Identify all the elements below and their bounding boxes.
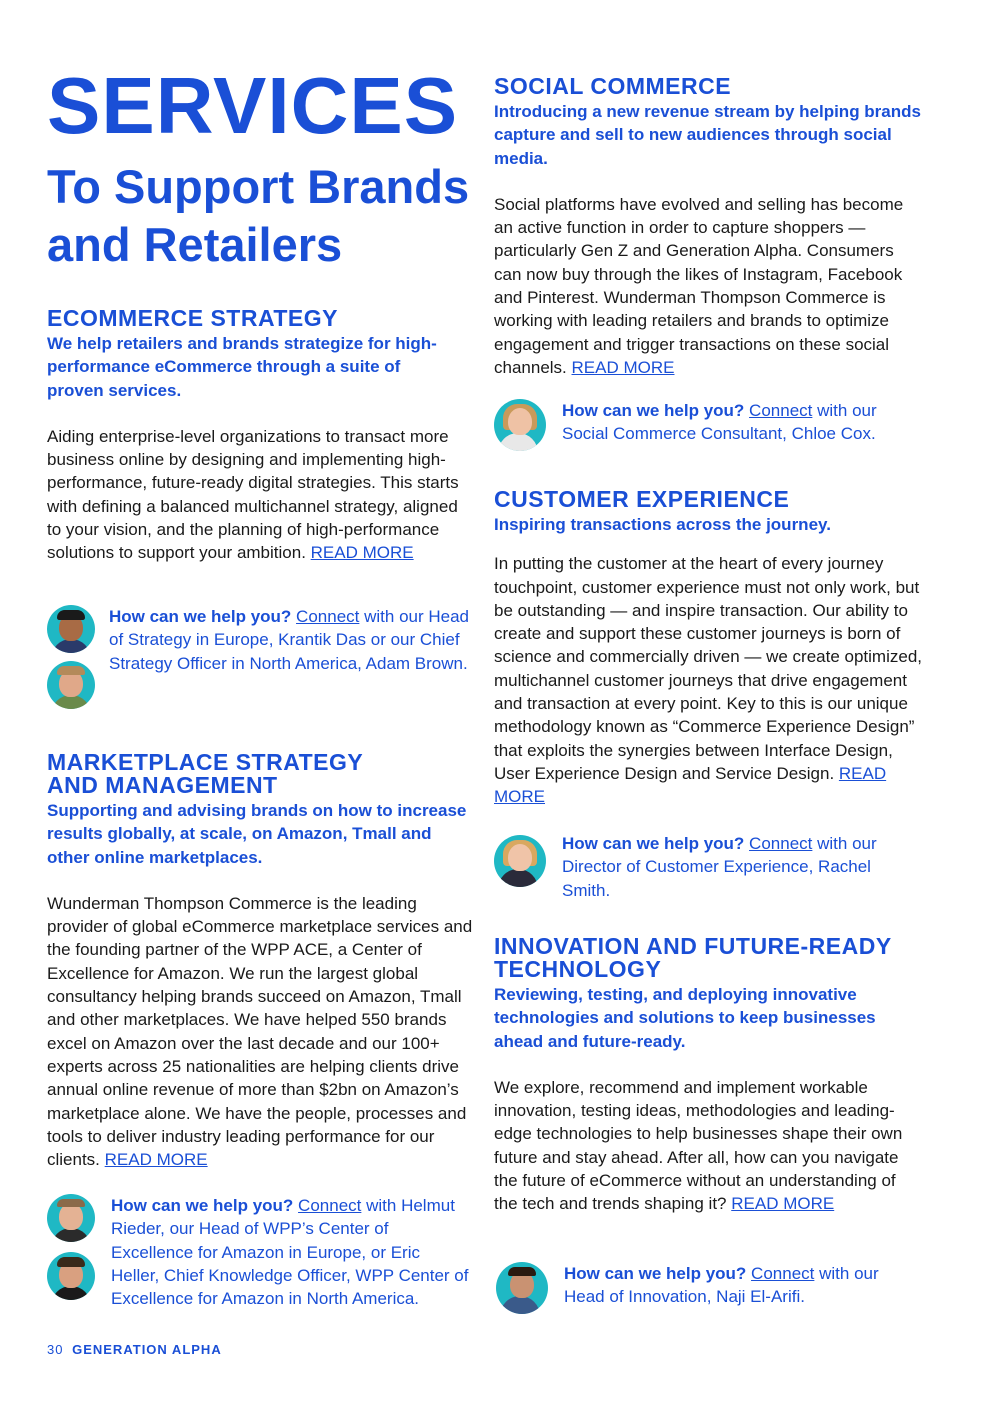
publication-label: GENERATION ALPHA <box>72 1342 222 1357</box>
read-more-link[interactable]: READ MORE <box>310 543 414 563</box>
section-ecommerce-strategy <box>47 307 475 565</box>
connect-link[interactable]: Connect <box>751 1264 815 1283</box>
page-number: 30 <box>47 1342 64 1357</box>
avatar-naji-el-arifi <box>496 1262 548 1314</box>
contact-text: How can we help you? Connect with our Head of Strategy in Europe, Krantik Das or our Chief Strategy Officer in North America, Adam Brown. <box>109 607 469 673</box>
section-heading: CUSTOMER EXPERIENCE <box>494 486 790 512</box>
section-heading: INNOVATION AND FUTURE-READY TECHNOLOGY <box>494 933 892 982</box>
section-lead: Reviewing, testing, and deploying innovative technologies and solutions to keep businesses ahead and future-ready. <box>494 985 876 1051</box>
section-heading: SOCIAL COMMERCE <box>494 73 732 99</box>
section-body: Aiding enterprise-level organizations to transact more business online by designing and implementing high-performance, future-ready digital strategies. This starts with defining a balanced multichannel strategy, aligned to your vision, and the planning of high-performance solutions to support your ambition. READ MORE <box>47 426 459 563</box>
avatar-adam-brown <box>47 661 95 709</box>
read-more-link[interactable]: READ MORE <box>104 1150 208 1170</box>
section-marketplace <box>47 751 475 1171</box>
connect-link[interactable]: Connect <box>296 607 360 626</box>
contact-marketplace <box>47 1194 475 1310</box>
avatar-chloe-cox <box>494 399 546 451</box>
contact-text: How can we help you? Connect with our Director of Customer Experience, Rachel Smith. <box>562 834 877 900</box>
contact-ecommerce <box>47 605 475 711</box>
section-body: In putting the customer at the heart of every journey touchpoint, customer experience must not only work, but be outstanding — and inspire transaction. Our ability to create and support these customer journeys is born of science and commercially driven — we create optimized, multichannel customer journeys that drive engagement and transaction at every point. Key to this is our unique methodology known as “Commerce Experience Design” that exploits the synergies between Interface Design, User Experience Design and Service Design. READ MORE <box>494 554 923 807</box>
section-lead: Introducing a new revenue stream by helping brands capture and sell to new audiences through social media. <box>494 102 921 168</box>
avatar-krantik-das <box>47 605 95 653</box>
page-title: SERVICES <box>47 61 459 150</box>
section-customer-experience <box>494 488 922 809</box>
contact-text: How can we help you? Connect with Helmut Rieder, our Head of WPP’s Center of Excellence for Amazon in Europe, or Eric Heller, Chief Knowledge Officer, WPP Center of Excellence for Amazon in North America. <box>111 1196 469 1309</box>
page-subtitle: To Support Brands and Retailers <box>47 160 470 271</box>
contact-text: How can we help you? Connect with our Head of Innovation, Naji El-Arifi. <box>564 1264 879 1307</box>
contact-cx <box>494 832 922 902</box>
section-body: Wunderman Thompson Commerce is the leading provider of global eCommerce marketplace services and the founding partner of the WPP ACE, a Center of Excellence for Amazon. We run the largest global consultancy helping brands succeed on Amazon, Tmall and other marketplaces. We have helped 550 brands excel on Amazon over the last decade and our 100+ experts across 25 nationalities are helping clients drive annual online revenue of more than $2bn on Amazon’s marketplace alone. We have the people, processes and tools to deliver industry leading performance for our clients. READ MORE <box>47 893 473 1170</box>
connect-link[interactable]: Connect <box>749 834 813 853</box>
section-heading: MARKETPLACE STRATEGY AND MANAGEMENT <box>47 749 363 798</box>
section-heading: ECOMMERCE STRATEGY <box>47 305 338 331</box>
read-more-link[interactable]: READ MORE <box>731 1194 835 1214</box>
section-lead: Inspiring transactions across the journey. <box>494 515 831 534</box>
contact-text: How can we help you? Connect with our Social Commerce Consultant, Chloe Cox. <box>562 401 877 444</box>
connect-link[interactable]: Connect <box>749 401 813 420</box>
section-lead: We help retailers and brands strategize for high-performance eCommerce through a suite of proven services. <box>47 334 437 400</box>
avatar-helmut-rieder <box>47 1194 95 1242</box>
section-innovation <box>494 935 922 1216</box>
read-more-link[interactable]: READ MORE <box>571 357 675 377</box>
connect-link[interactable]: Connect <box>298 1196 362 1215</box>
read-more-link[interactable]: READ MORE <box>494 763 887 807</box>
avatar-rachel-smith <box>494 835 546 887</box>
section-social-commerce <box>494 75 922 379</box>
avatar-eric-heller <box>47 1252 95 1300</box>
section-body: We explore, recommend and implement workable innovation, testing ideas, methodologies and leading-edge technologies to help businesses shape their own future and stay ahead. After all, how can you navigate the future of eCommerce without an understanding of the tech and trends shaping it? READ MORE <box>494 1077 903 1214</box>
section-lead: Supporting and advising brands on how to increase results globally, at scale, on Amazon, Tmall and other online marketplaces. <box>47 801 467 867</box>
section-body: Social platforms have evolved and selling has become an active function in order to capture shoppers — particularly Gen Z and Generation Alpha. Consumers can now buy through the likes of Instagram, Facebook and Pinterest. Wunderman Thompson Commerce is working with leading retailers and brands to optimize engagement and trigger transactions on these social channels. READ MORE <box>494 194 904 377</box>
contact-innovation <box>494 1262 922 1316</box>
page-footer <box>47 1342 222 1357</box>
contact-social <box>494 399 922 451</box>
